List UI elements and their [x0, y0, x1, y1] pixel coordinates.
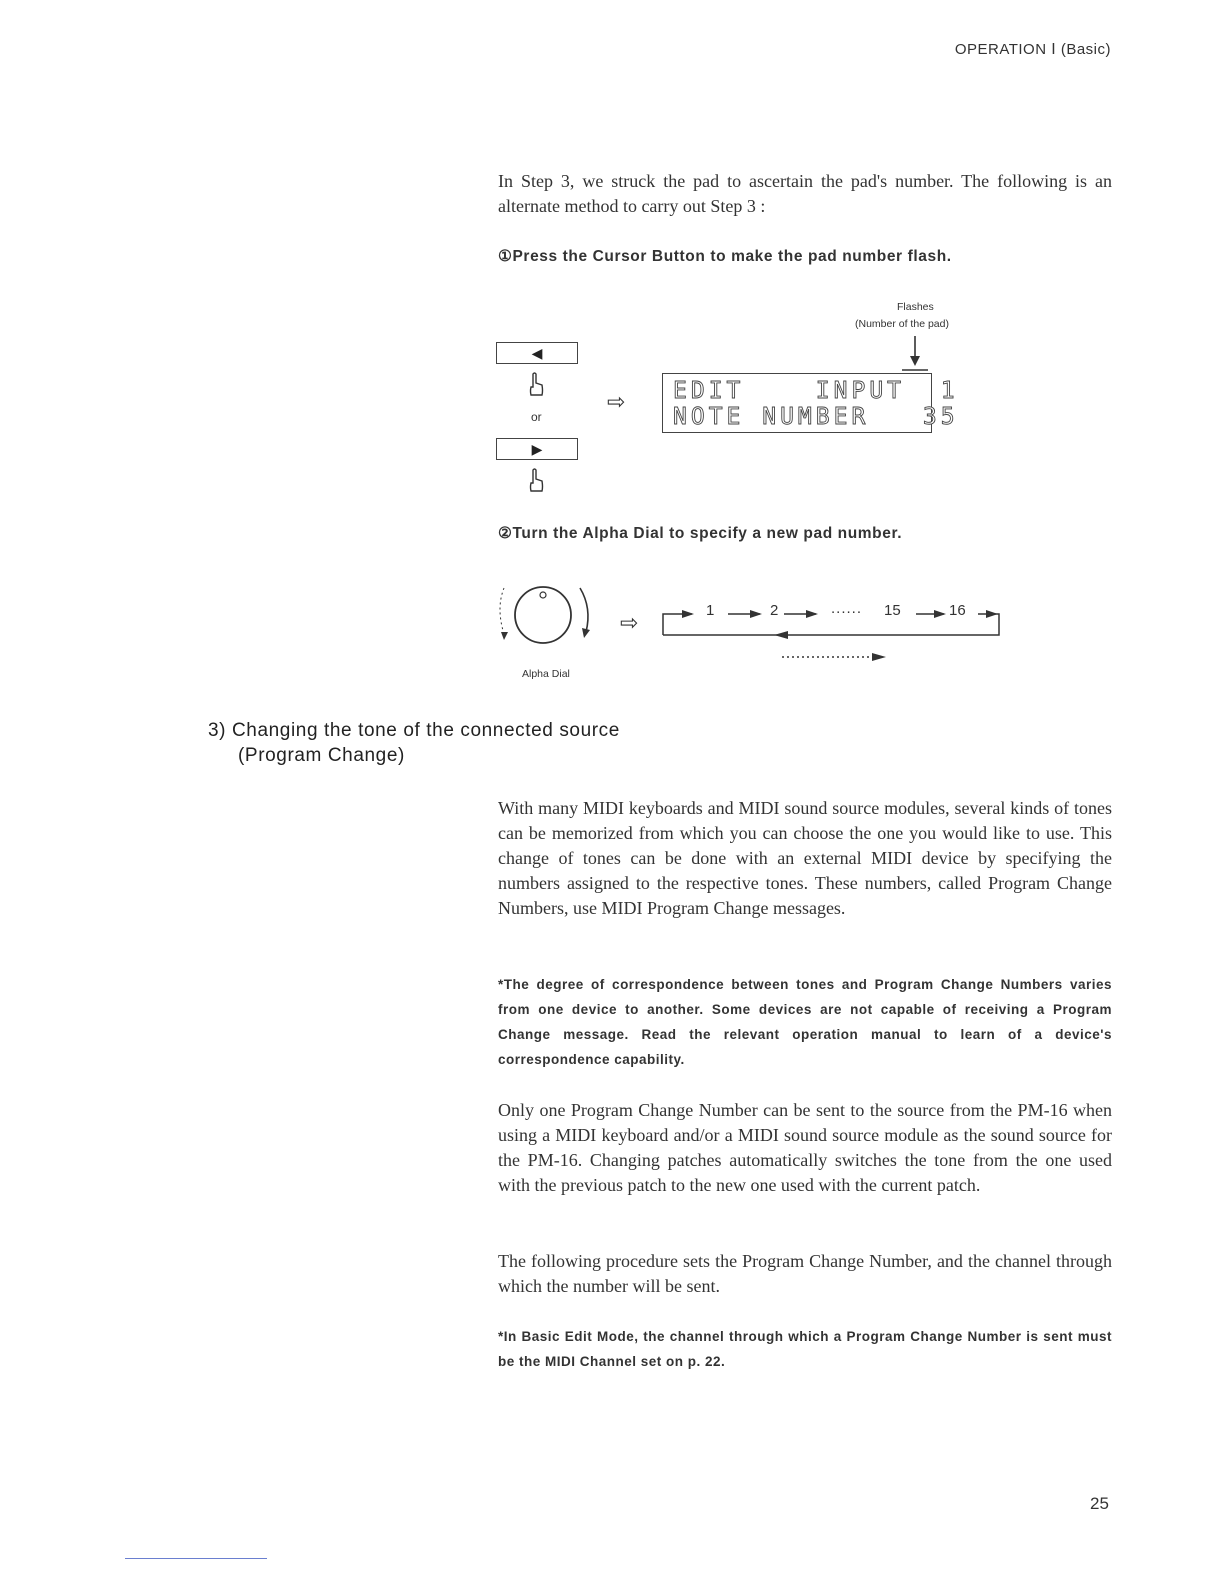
pad-number-15: 15	[884, 602, 901, 619]
note-2	[498, 1324, 1112, 1374]
step-1-instruction: ①Press the Cursor Button to make the pad number flash.	[498, 248, 952, 265]
intro-paragraph: In Step 3, we struck the pad to ascertain the pad's number. The following is an alternate method to carry out Step 3 :	[498, 171, 1112, 216]
note-2-mark: *	[498, 1329, 504, 1344]
note-1-mark: *	[498, 977, 504, 992]
lcd-display	[662, 373, 959, 433]
section-title-main: 3) Changing the tone of the connected source	[208, 720, 620, 741]
sequence-ellipsis: ......	[831, 600, 863, 617]
down-arrow-icon	[900, 334, 930, 374]
result-arrow-icon: ⇨	[607, 389, 626, 414]
body-paragraph-2: Only one Program Change Number can be sent to the source from the PM-16 when using a MIDI keyboard and/or a MIDI sound source module as the sound source for the PM-16. Changing patches automatically switches the tone from the one used with the previous patch to the new one used with the current patch.	[498, 1100, 1112, 1195]
note-2-text: In Basic Edit Mode, the channel through which a Program Change Number is sent must be the MIDI Channel set on p. 22.	[498, 1329, 1112, 1369]
or-label: or	[531, 410, 542, 424]
body-paragraph-3: The following procedure sets the Program Change Number, and the channel through which the number will be sent.	[498, 1251, 1112, 1296]
flashes-annotation: Flashes	[897, 301, 934, 313]
lcd-row-1: EDIT INPUT 1	[673, 378, 959, 404]
step-2-instruction: ②Turn the Alpha Dial to specify a new pad number.	[498, 525, 903, 542]
result-arrow-icon: ⇨	[620, 610, 639, 635]
pad-number-16: 16	[949, 602, 966, 619]
lcd-row-2: NOTE NUMBER 35	[673, 404, 959, 430]
alpha-dial-icon	[492, 578, 604, 650]
note-1	[498, 972, 1112, 1072]
note-1-text: The degree of correspondence between tones and Program Change Numbers varies from one device to another. Some devices are not capable of receiving a Program Change message. Read the relevant operation manual to learn of a device's correspondence capability.	[498, 977, 1112, 1067]
flashes-annotation-sub: (Number of the pad)	[855, 318, 949, 330]
page-number: 25	[1090, 1494, 1109, 1513]
footer-rule	[125, 1558, 267, 1559]
section-title	[208, 718, 620, 768]
running-header: OPERATION Ⅰ (Basic)	[954, 41, 1111, 58]
section-title-sub: (Program Change)	[238, 745, 405, 766]
pad-number-1: 1	[706, 602, 715, 619]
finger-press-icon	[527, 371, 547, 399]
pad-number-2: 2	[770, 602, 779, 619]
body-paragraph-1: With many MIDI keyboards and MIDI sound source modules, several kinds of tones can be memorized from which you can choose the one you would like to use. This change of tones can be done with an external MIDI device by specifying the numbers assigned to the respective tones. These numbers, called Program Change Numbers, use MIDI Program Change messages.	[498, 798, 1112, 918]
finger-press-icon	[527, 467, 547, 495]
cursor-left-button[interactable]: ◀	[496, 342, 578, 364]
alpha-dial-label: Alpha Dial	[522, 668, 570, 680]
cursor-right-button[interactable]: ▶	[496, 438, 578, 460]
